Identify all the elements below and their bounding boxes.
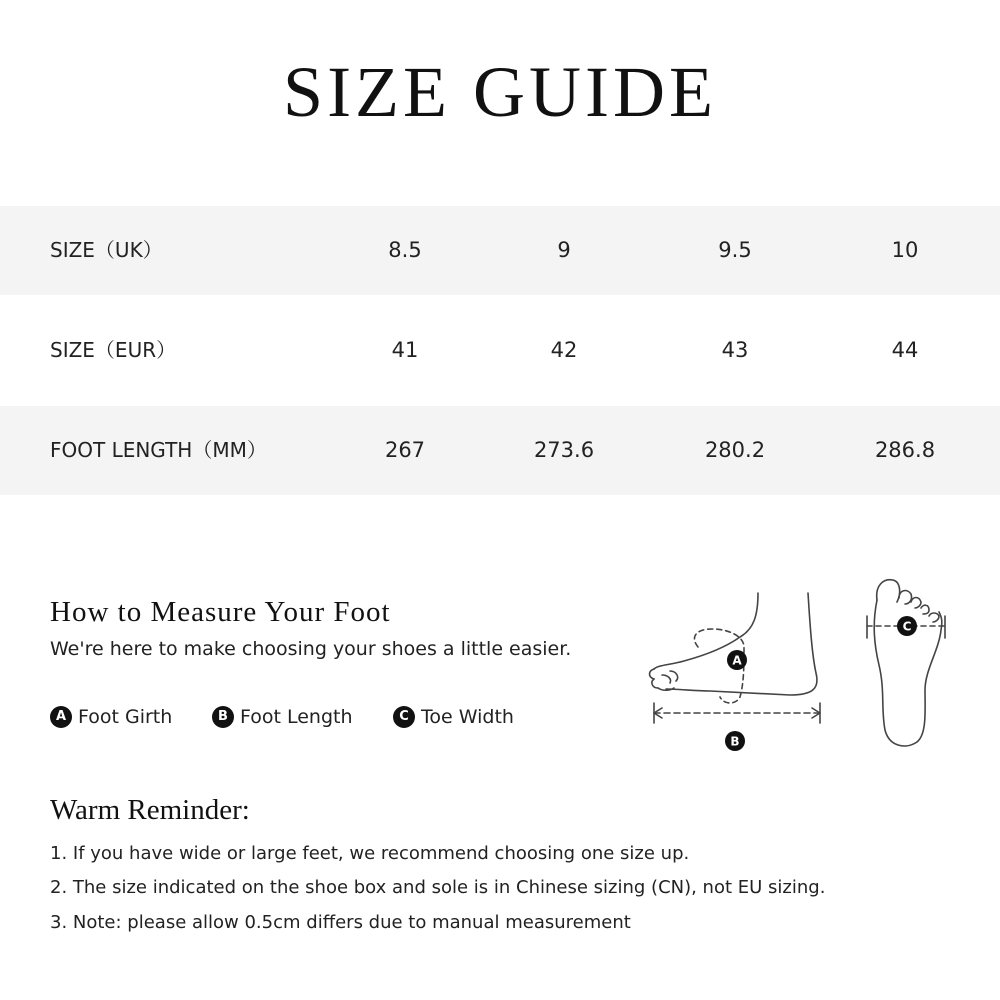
table-row-foot-length (0, 406, 1000, 495)
measure-title: How to Measure Your Foot (50, 596, 391, 628)
svg-text:B: B (730, 734, 740, 749)
reminder-line: 1. If you have wide or large feet, we recommend choosing one size up. (50, 843, 690, 864)
table-cell: 10 (891, 238, 919, 262)
badge-c-icon: C (393, 706, 415, 728)
table-cell: 43 (721, 338, 749, 362)
legend-foot-girth (50, 704, 172, 730)
page-title: SIZE GUIDE (283, 52, 717, 132)
table-row-uk (0, 206, 1000, 295)
row-label: SIZE（EUR） (50, 338, 177, 362)
foot-sole-view-icon (855, 570, 955, 755)
table-cell: 8.5 (388, 238, 422, 262)
legend-label: Foot Girth (78, 706, 173, 728)
legend-label: Toe Width (421, 706, 514, 728)
legend-foot-length (212, 704, 353, 730)
row-label: SIZE（UK） (50, 238, 163, 262)
table-cell: 42 (550, 338, 578, 362)
measure-subtitle: We're here to make choosing your shoes a little easier. (50, 638, 572, 660)
badge-b-icon: B (212, 706, 234, 728)
badge-a-icon: A (50, 706, 72, 728)
table-cell: 273.6 (533, 438, 595, 462)
table-cell: 44 (891, 338, 919, 362)
size-table (0, 206, 1000, 506)
table-cell: 41 (391, 338, 419, 362)
reminder-line: 2. The size indicated on the shoe box and sole is in Chinese sizing (CN), not EU sizing. (50, 877, 826, 898)
table-row-eur (0, 306, 1000, 395)
table-cell: 286.8 (874, 438, 936, 462)
table-cell: 9 (557, 238, 571, 262)
svg-text:A: A (732, 653, 742, 668)
row-label: FOOT LENGTH（MM） (50, 438, 267, 462)
table-cell: 267 (384, 438, 426, 462)
legend-toe-width (393, 704, 514, 730)
table-cell: 280.2 (704, 438, 766, 462)
reminder-title: Warm Reminder: (50, 794, 250, 826)
foot-side-view-icon (640, 585, 840, 765)
svg-text:C: C (902, 619, 912, 634)
table-cell: 9.5 (718, 238, 752, 262)
legend-label: Foot Length (240, 706, 353, 728)
reminder-line: 3. Note: please allow 0.5cm differs due to manual measurement (50, 912, 631, 933)
